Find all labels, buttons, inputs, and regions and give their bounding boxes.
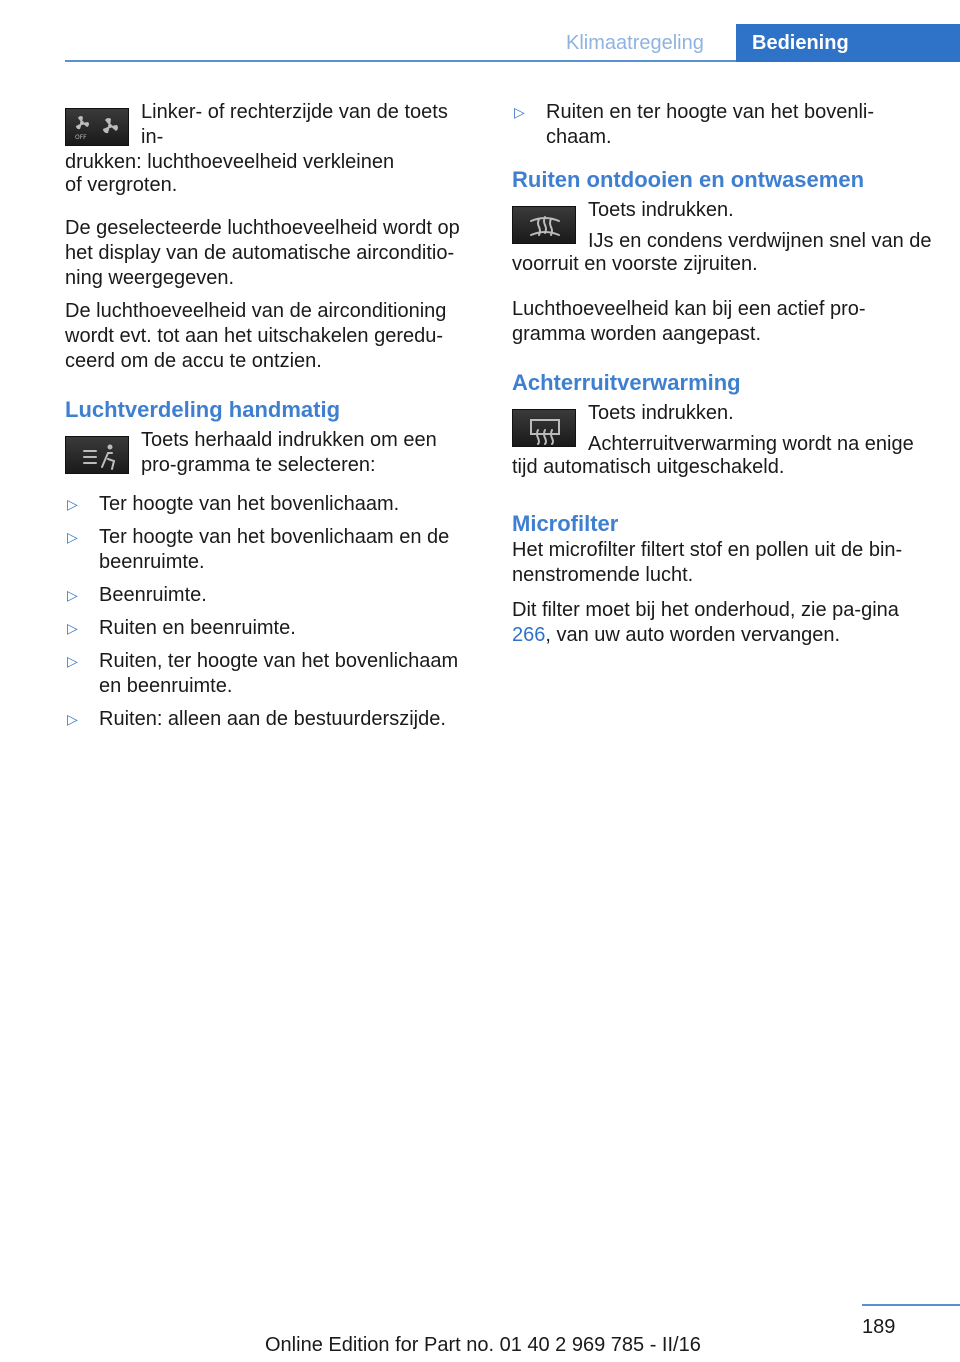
edition-footer: Online Edition for Part no. 01 40 2 969 785 - II/16 xyxy=(265,1334,701,1356)
rear-line-1: Toets indrukken. xyxy=(588,402,734,424)
list-item: ▷ Ruiten en ter hoogte van het bovenli-chaam. xyxy=(514,101,874,148)
triangle-bullet-icon: ▷ xyxy=(67,711,78,727)
list-item: ▷ Ruiten en beenruimte. xyxy=(67,617,296,639)
paragraph-battery: De luchthoeveelheid van de airconditioning wordt evt. tot aan het uitschakelen geredu-ceerd om de accu te ontzien. xyxy=(65,300,447,372)
distribution-list-continued xyxy=(512,100,932,150)
left-column xyxy=(65,100,475,740)
heading-rear-window-heating: Achterruitverwarming xyxy=(512,370,741,395)
triangle-bullet-icon: ▷ xyxy=(67,620,78,636)
distribution-intro: Toets herhaald indrukken om een pro-gramma te selecteren: xyxy=(141,429,437,476)
fan-speed-line-2: drukken: luchthoeveelheid verkleinen xyxy=(65,151,395,173)
rear-window-heating-icon xyxy=(512,409,576,447)
microfilter-paragraph-1: Het microfilter filtert stof en pollen uit de bin-nenstromende lucht. xyxy=(512,539,903,586)
microfilter-paragraph-2: Dit filter moet bij het onderhoud, zie pa-gina 266, van uw auto worden vervangen. xyxy=(512,599,899,646)
defrost-line-2: IJs en condens verdwijnen snel van de xyxy=(588,230,932,252)
triangle-bullet-icon: ▷ xyxy=(67,529,78,545)
page-number: 189 xyxy=(862,1316,896,1338)
rear-heating-paragraph xyxy=(512,401,932,457)
list-item: ▷ Ter hoogte van het bovenlichaam en de beenruimte. xyxy=(67,526,450,573)
triangle-bullet-icon: ▷ xyxy=(514,104,525,120)
footer-rule xyxy=(862,1304,960,1306)
triangle-bullet-icon: ▷ xyxy=(67,496,78,512)
windshield-defrost-icon xyxy=(512,206,576,244)
defrost-paragraph xyxy=(512,198,932,254)
fan-speed-line-3: of vergroten. xyxy=(65,174,178,196)
header-chapter-tab: Bediening xyxy=(736,24,960,62)
defrost-paragraph-2: Luchthoeveelheid kan bij een actief pro-gramma worden aangepast. xyxy=(512,298,866,345)
fan-speed-icon xyxy=(65,108,129,146)
heading-microfilter: Microfilter xyxy=(512,511,619,536)
triangle-bullet-icon: ▷ xyxy=(67,587,78,603)
heading-manual-distribution: Luchtverdeling handmatig xyxy=(65,397,341,422)
distribution-list xyxy=(65,492,475,732)
header-section-title: Klimaatregeling xyxy=(566,32,704,54)
triangle-bullet-icon: ▷ xyxy=(67,653,78,669)
fan-speed-paragraph xyxy=(65,100,475,175)
air-distribution-icon xyxy=(65,436,129,474)
rear-line-2: Achterruitverwarming wordt na enige xyxy=(588,433,914,455)
rear-line-3: tijd automatisch uitgeschakeld. xyxy=(512,456,785,478)
fan-speed-line-1: Linker- of rechterzijde van de toets in- xyxy=(141,101,448,148)
list-item: ▷ Ruiten: alleen aan de bestuurderszijde. xyxy=(67,708,446,730)
list-item: ▷ Ter hoogte van het bovenlichaam. xyxy=(67,493,400,515)
heading-defrost: Ruiten ontdooien en ontwasemen xyxy=(512,167,865,192)
right-column xyxy=(512,100,932,658)
page-link-266[interactable]: 266 xyxy=(512,624,546,646)
paragraph-display: De geselecteerde luchthoeveelheid wordt op het display van de automatische airconditio-ning weergegeven. xyxy=(65,217,460,289)
list-item: ▷ Ruiten, ter hoogte van het bovenlichaam en beenruimte. xyxy=(67,650,459,697)
defrost-line-1: Toets indrukken. xyxy=(588,199,734,221)
svg-text:OFF: OFF xyxy=(75,134,87,141)
distribution-paragraph xyxy=(65,428,475,478)
defrost-line-3: voorruit en voorste zijruiten. xyxy=(512,253,758,275)
list-item: ▷ Beenruimte. xyxy=(67,584,207,606)
